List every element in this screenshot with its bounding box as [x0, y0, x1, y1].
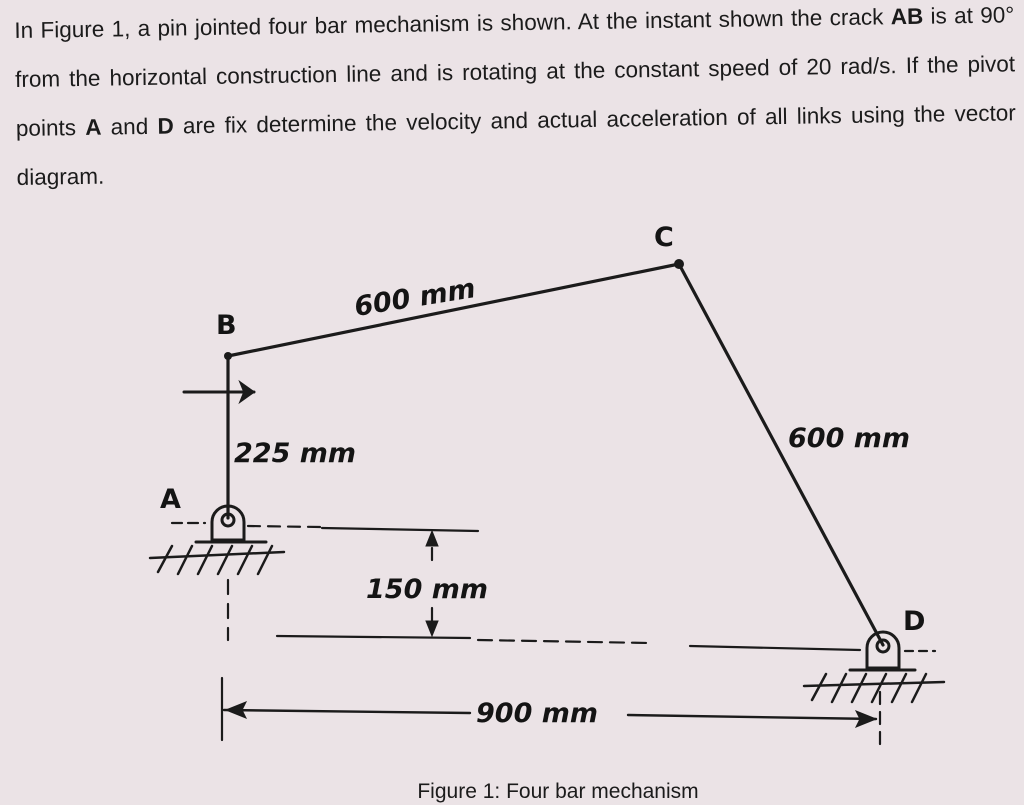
joint-b — [224, 352, 232, 360]
label-point-c: C — [654, 222, 674, 253]
label-point-a: A — [160, 484, 181, 515]
problem-bold-d: D — [157, 113, 174, 139]
dim-bc-length: 600 mm — [352, 273, 478, 323]
ground-pivot-a-icon — [150, 506, 284, 574]
problem-text-1: In Figure 1, a pin jointed four bar mechanism is shown. At the instant shown the crack — [14, 4, 891, 43]
dim-span-length: 900 mm — [476, 698, 599, 729]
ground-pivot-d-icon — [804, 632, 944, 702]
problem-text-2: is at 90° from the horizontal construction line and is rotating at the constant speed of 20 rad/s. If the pivot points — [14, 2, 1016, 141]
dim-cd-length: 600 mm — [788, 423, 911, 454]
dim-offset-length: 150 mm — [366, 574, 489, 605]
dim-ab-length: 225 mm — [234, 438, 357, 469]
rotation-arrow-icon — [184, 382, 254, 402]
joint-c — [674, 259, 684, 269]
problem-bold-a: A — [85, 114, 102, 140]
label-point-d: D — [903, 606, 926, 637]
problem-text-4: are fix determine the velocity and actual acceleration of all links using the vector diagram. — [16, 100, 1016, 190]
link-cd — [679, 264, 883, 645]
problem-text-3: and — [101, 113, 158, 140]
problem-bold-ab: AB — [890, 3, 924, 30]
figure-caption: Figure 1: Four bar mechanism — [417, 780, 699, 803]
label-point-b: B — [216, 310, 237, 341]
